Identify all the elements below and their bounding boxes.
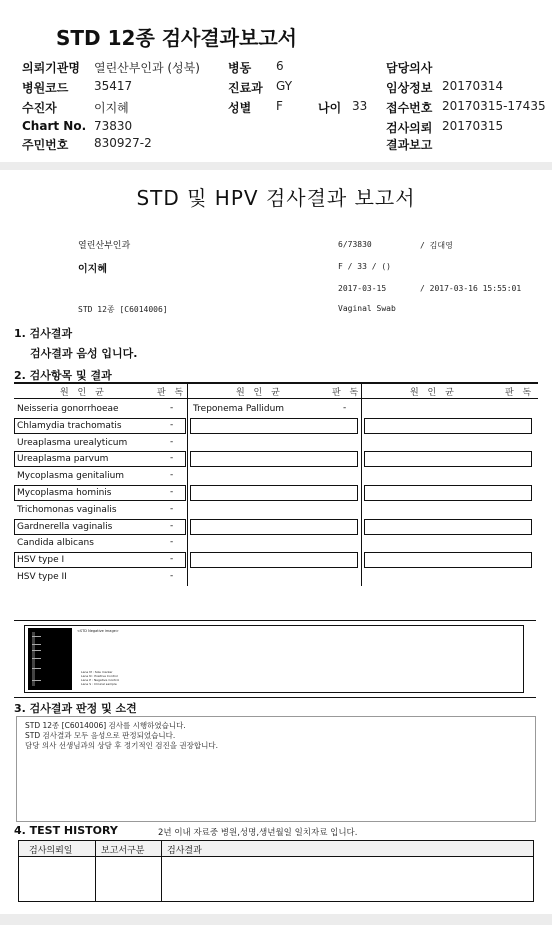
table-header-rule [14, 398, 538, 399]
opinion-line: STD 검사결과 모두 음성으로 판정되었습니다. [25, 731, 176, 740]
organism-result: - [170, 419, 174, 430]
col3-header-organism: 원 인 균 [410, 388, 457, 398]
field-value: 20170314 [442, 79, 504, 93]
col1-header-organism: 원 인 균 [60, 388, 107, 398]
field-label: 접수번호 [386, 101, 433, 115]
organism-result: - [170, 537, 174, 548]
empty-result-cell [364, 451, 532, 467]
organism-result: - [170, 403, 174, 413]
field-label: 병동 [228, 61, 252, 75]
empty-result-cell [364, 418, 532, 434]
field-label: 담당의사 [386, 61, 433, 75]
field-value: 이지혜 [94, 101, 129, 115]
gel-caption: <STD Negative image> [77, 629, 119, 633]
gel-legend-item: Lane M : Size marker [81, 670, 113, 674]
summary-title: STD 12종 검사결과보고서 [56, 26, 297, 50]
col2-header-judge: 판 독 [332, 388, 362, 398]
field-value: 73830 [94, 119, 133, 133]
field-value: 20170315-17435 [442, 99, 546, 113]
empty-result-cell [364, 552, 532, 568]
field-label: 검사의뢰 [386, 121, 433, 135]
field-value: 830927-2 [94, 136, 152, 150]
empty-result-cell [364, 485, 532, 501]
opinion-line: STD 12종 [C6014006] 검사를 시행하였습니다. [25, 721, 186, 730]
field-value: 열린산부인과 (성북) [94, 61, 200, 75]
organism-name: Neisseria gonorrhoeae [17, 404, 119, 414]
field-label: 수진자 [22, 101, 57, 115]
history-header-date: 검사의뢰일 [29, 846, 73, 856]
field-label: 임상정보 [386, 81, 433, 95]
field-value: 35417 [94, 79, 133, 93]
history-header-result: 검사결과 [167, 846, 202, 856]
field-value: F [276, 99, 283, 113]
empty-result-cell [364, 519, 532, 535]
section1-text: 검사결과 음성 입니다. [30, 347, 138, 360]
field-value: 33 [352, 99, 368, 113]
organism-name: Chlamydia trachomatis [17, 420, 122, 431]
field-label: 진료과 [228, 81, 263, 95]
empty-result-cell [190, 485, 358, 501]
ward-chart: 6/73830 [338, 240, 372, 249]
date-received: 2017-03-15 [338, 284, 387, 293]
column-divider-2 [361, 383, 362, 586]
sex-age: F / 33 / () [338, 262, 391, 271]
history-table [18, 840, 534, 902]
column-divider-1 [187, 383, 188, 586]
organism-name: Gardnerella vaginalis [17, 521, 113, 532]
opinion-box [16, 716, 536, 822]
patient-name: 이지혜 [78, 264, 107, 275]
gel-legend [81, 670, 119, 686]
report-document [0, 170, 552, 914]
organism-result: - [170, 503, 174, 514]
organism-name: Mycoplasma genitalium [17, 471, 125, 482]
section1-title: 1. 검사결과 [14, 327, 73, 340]
organism-result: - [343, 403, 347, 413]
history-col-divider [161, 841, 162, 901]
gel-band [32, 658, 41, 659]
date-reported: / 2017-03-16 15:55:01 [420, 284, 522, 293]
field-label: 결과보고 [386, 138, 433, 152]
field-value: 6 [276, 59, 284, 73]
history-col-divider [95, 841, 96, 901]
test-code: STD 12종 [C6014006] [78, 305, 168, 314]
field-value: 20170315 [442, 119, 504, 133]
empty-result-cell [190, 418, 358, 434]
hospital-name: 열린산부인과 [78, 241, 131, 251]
gel-lane-marker [32, 632, 35, 686]
gel-band [32, 644, 41, 645]
organism-result: - [170, 520, 174, 531]
organism-result: - [170, 554, 174, 565]
field-label: 나이 [318, 101, 342, 115]
gel-band [32, 636, 41, 637]
organism-result: - [170, 470, 174, 481]
field-label: 병원코드 [22, 81, 69, 95]
gel-image-frame [24, 625, 524, 693]
organism-result: - [170, 571, 174, 581]
organism-name: Treponema Pallidum [193, 404, 285, 414]
organism-result: - [170, 487, 174, 497]
organism-name: Candida albicans [17, 538, 94, 549]
doctor-name: / 김대영 [420, 241, 453, 250]
col1-header-judge: 판 독 [157, 388, 187, 398]
gel-legend-item: Lane N : Positive Control [81, 674, 118, 678]
gel-legend-item: Lane S : Clinical sample [81, 682, 117, 686]
field-label: 주민번호 [22, 138, 69, 152]
section4-title: 4. TEST HISTORY [14, 824, 118, 837]
field-value: GY [276, 79, 293, 93]
gel-band [32, 668, 41, 669]
specimen: Vaginal Swab [338, 304, 396, 313]
field-label: Chart No. [22, 119, 87, 133]
organism-name: Trichomonas vaginalis [17, 504, 117, 515]
section2-title: 2. 검사항목 및 결과 [14, 369, 112, 382]
gel-band [32, 680, 41, 681]
gel-image [28, 628, 72, 690]
organism-name: HSV type I [17, 555, 65, 566]
table-top-rule [14, 382, 538, 384]
field-label: 의뢰기관명 [22, 61, 80, 75]
empty-result-cell [190, 451, 358, 467]
gel-band [32, 650, 41, 651]
organism-name: HSV type II [17, 572, 67, 582]
organism-result: - [170, 436, 174, 447]
col2-header-organism: 원 인 균 [236, 388, 283, 398]
organism-name: Ureaplasma parvum [17, 454, 109, 465]
opinion-line: 담당 의사 선생님과의 상담 후 정기적인 검진을 권장합니다. [25, 741, 218, 750]
history-header-type: 보고서구분 [101, 846, 145, 856]
empty-result-cell [190, 519, 358, 535]
report-title: STD 및 HPV 검사결과 보고서 [136, 186, 416, 210]
organism-name: Ureaplasma urealyticum [17, 437, 128, 448]
gel-top-rule [14, 620, 536, 621]
organism-result: - [170, 453, 174, 464]
gel-legend-item: Lane P : Negative Control [81, 678, 120, 682]
gel-bottom-rule [14, 697, 536, 698]
history-note: 2년 이내 자료중 병원,성명,생년월일 일치자료 입니다. [158, 828, 358, 838]
organism-name: Mycoplasma hominis [17, 488, 112, 498]
section3-title: 3. 검사결과 판정 및 소견 [14, 702, 137, 715]
summary-header [0, 0, 552, 162]
col3-header-judge: 판 독 [505, 388, 535, 398]
empty-result-cell [190, 552, 358, 568]
field-label: 성별 [228, 101, 252, 115]
history-header-row [19, 841, 533, 857]
